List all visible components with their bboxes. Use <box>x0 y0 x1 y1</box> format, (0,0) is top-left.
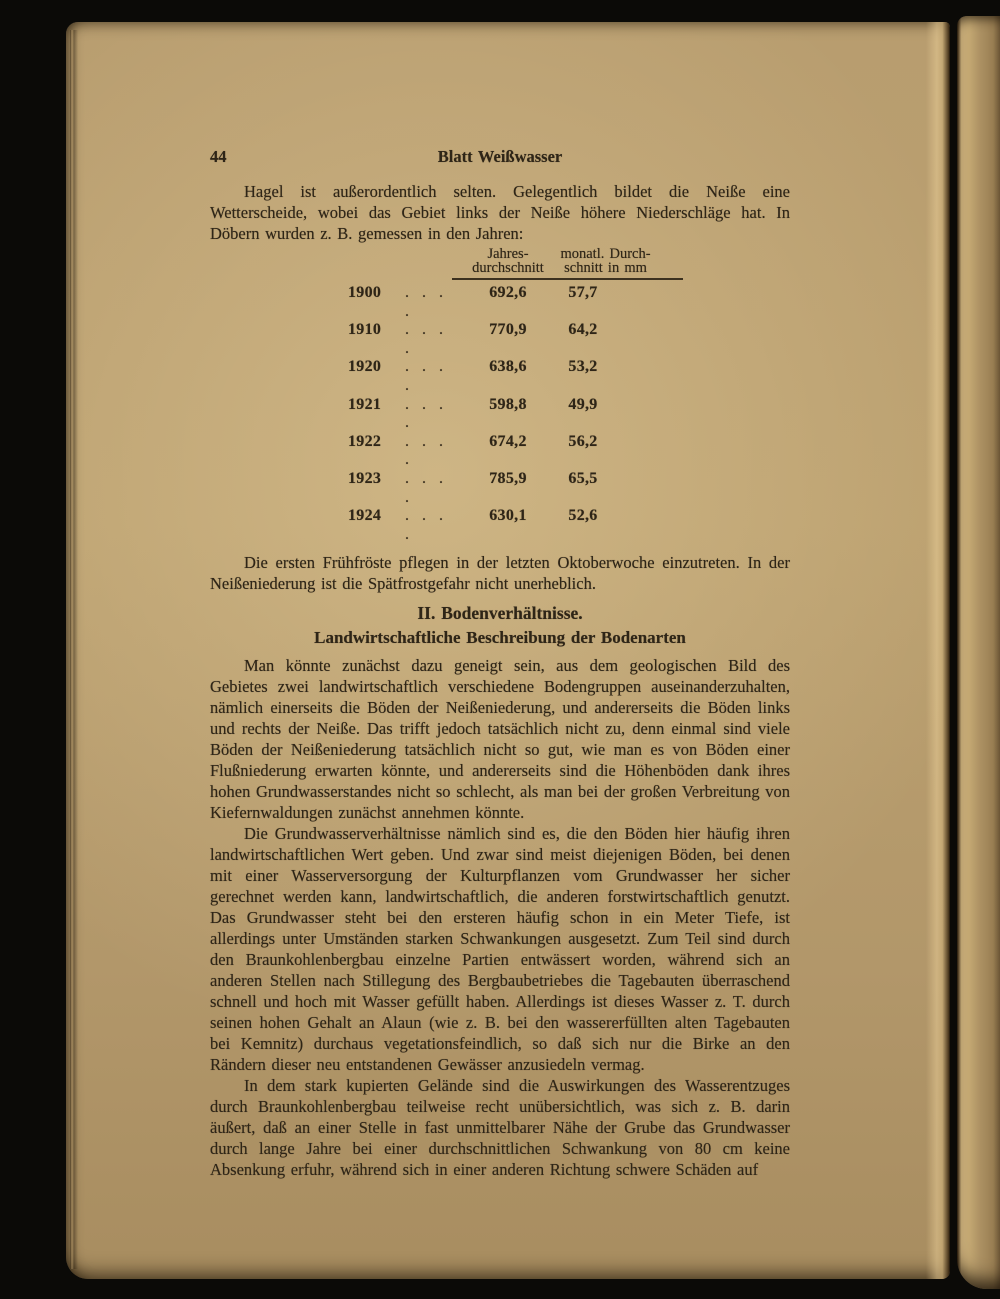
leader-dots: . . . . <box>405 358 443 394</box>
annual-cell: 638,6 <box>489 358 527 376</box>
page-stack-edge <box>70 30 78 1269</box>
leader-dots: . . . . <box>405 395 443 432</box>
page-number: 44 <box>210 147 227 166</box>
year-cell: 1921 <box>348 395 382 413</box>
paragraph-frost: Die ersten Frühfröste pflegen in der letzten Oktoberwoche einzutreten. In der Neißeniederung ist die Spätfrostgefahr nicht unerheblich. <box>210 553 790 594</box>
annual-cell: 674,2 <box>489 432 527 450</box>
annual-cell: 598,8 <box>489 395 527 413</box>
table-row <box>348 433 790 470</box>
precipitation-table <box>348 247 790 544</box>
book-page <box>66 22 950 1279</box>
table-row <box>348 470 790 507</box>
year-cell: 1923 <box>348 469 382 487</box>
monthly-cell: 52,6 <box>568 507 598 525</box>
monthly-cell: 49,9 <box>568 395 598 413</box>
monthly-cell: 65,5 <box>568 469 598 487</box>
table-row <box>348 321 790 358</box>
monthly-header-line2: schnitt in mm <box>564 260 647 276</box>
table-row <box>348 284 790 321</box>
subsection-heading: Landwirtschaftliche Beschreibung der Bodenarten <box>314 628 686 648</box>
paragraph-groundwater: Die Grundwasserverhältnisse nämlich sind es, die den Böden hier häufig ihren landwirtschaftlichen Wert geben. Und zwar sind meist diejenigen Böden, bei denen mit einer Wasserversorgung der Kulturpflanzen vom Grundwasser her sicher gerechnet werden kann, landwirtschaftlich, die anderen forstwirtschaftlich genutzt. Das Grundwasser steht bei den ersteren häufig schon in ein Meter Tiefe, ist allerdings unter Umständen starken Schwankungen ausgesetzt. Zum Teil sind durch den Braunkohlenbergbau einzelne Partien entwässert worden, während sich an anderen Stellen nach Stillegung des Bergbaubetriebes die Tagebauten überraschend schnell und hoch mit Wasser gefüllt haben. Allerdings ist dieses Wasser z. T. durch seinen hohen Gehalt an Alaun (wie z. B. bei den wassererfüllten alten Tagebauten bei Kemnitz) durchaus vegetationsfeindlich, so daß sich nur die Birke an den Rändern dieser neu entstandenen Gewässer anzusiedeln vermag. <box>210 824 790 1075</box>
year-cell: 1924 <box>348 507 382 525</box>
year-cell: 1910 <box>348 321 382 339</box>
table-row <box>348 396 790 433</box>
year-cell: 1922 <box>348 432 382 450</box>
annual-column-header <box>458 247 558 275</box>
page-content <box>210 146 790 1180</box>
leader-dots: . . . . <box>405 469 443 506</box>
monthly-header-line1: monatl. Durch- <box>560 246 651 262</box>
page-header <box>210 146 790 168</box>
table-row <box>348 507 790 544</box>
monthly-column-header <box>558 247 653 275</box>
paragraph-hail: Hagel ist außerordentlich selten. Gelegentlich bildet die Neiße eine Wetterscheide, wobei das Gebiet links der Neiße höhere Niederschläge hat. In Döbern wurden z. B. gemessen in den Jahren: <box>210 182 790 243</box>
leader-dots: . . . . <box>405 432 443 469</box>
empty-header-cell <box>403 247 458 275</box>
annual-header-line1: Jahres- <box>487 246 529 262</box>
annual-cell: 785,9 <box>489 469 527 487</box>
table-row <box>348 358 790 395</box>
year-cell: 1920 <box>348 358 382 376</box>
table-header-row <box>348 247 790 275</box>
monthly-cell: 53,2 <box>568 358 598 376</box>
section-heading: II. Bodenverhältnisse. <box>417 603 583 624</box>
monthly-cell: 56,2 <box>568 432 598 450</box>
annual-header-line2: durchschnitt <box>472 260 544 276</box>
year-cell: 1900 <box>348 284 382 301</box>
annual-cell: 692,6 <box>489 284 527 301</box>
table-header-rule <box>452 278 683 280</box>
annual-cell: 770,9 <box>489 321 527 339</box>
monthly-cell: 64,2 <box>568 321 598 339</box>
leader-dots: . . . . <box>405 507 443 543</box>
adjacent-page-edge <box>957 16 1000 1289</box>
page-spine-curl <box>926 22 950 1279</box>
paragraph-terrain: In dem stark kupierten Gelände sind die Auswirkungen des Wasserentzuges durch Braunkohlenbergbau teilweise recht unübersichtlich, was sich z. B. darin äußert, daß an einer Stelle in fast unmittelbarer Nähe der Grube das Grundwasser durch lange Jahre bei einer durchschnittlichen Schwankung von 80 cm keine Absenkung erfuhr, während sich in einer anderen Richtung schwere Schäden auf <box>210 1076 790 1180</box>
empty-header-cell <box>348 247 403 275</box>
paragraph-soil-groups: Man könnte zunächst dazu geneigt sein, aus dem geologischen Bild des Gebietes zwei landwirtschaftlich verschiedene Bodengruppen auseinanderzuhalten, nämlich einerseits die Böden der Neißeniederung, und andererseits die Böden links und rechts der Neiße. Das trifft jedoch tatsächlich nicht zu, denn einmal sind viele Böden der Neißeniederung tatsächlich nicht so gut, wie man es von Böden einer Flußniederung erwarten könnte, und andererseits sind die Höhenböden dank ihres hohen Grundwasserstandes nicht so schlecht, als man bei der großen Verbreitung von Kiefernwaldungen zunächst annehmen könnte. <box>210 656 790 823</box>
leader-dots: . . . . <box>405 284 443 320</box>
monthly-cell: 57,7 <box>568 284 598 301</box>
running-title: Blatt Weißwasser <box>437 147 563 166</box>
leader-dots: . . . . <box>405 321 443 357</box>
annual-cell: 630,1 <box>489 507 527 525</box>
